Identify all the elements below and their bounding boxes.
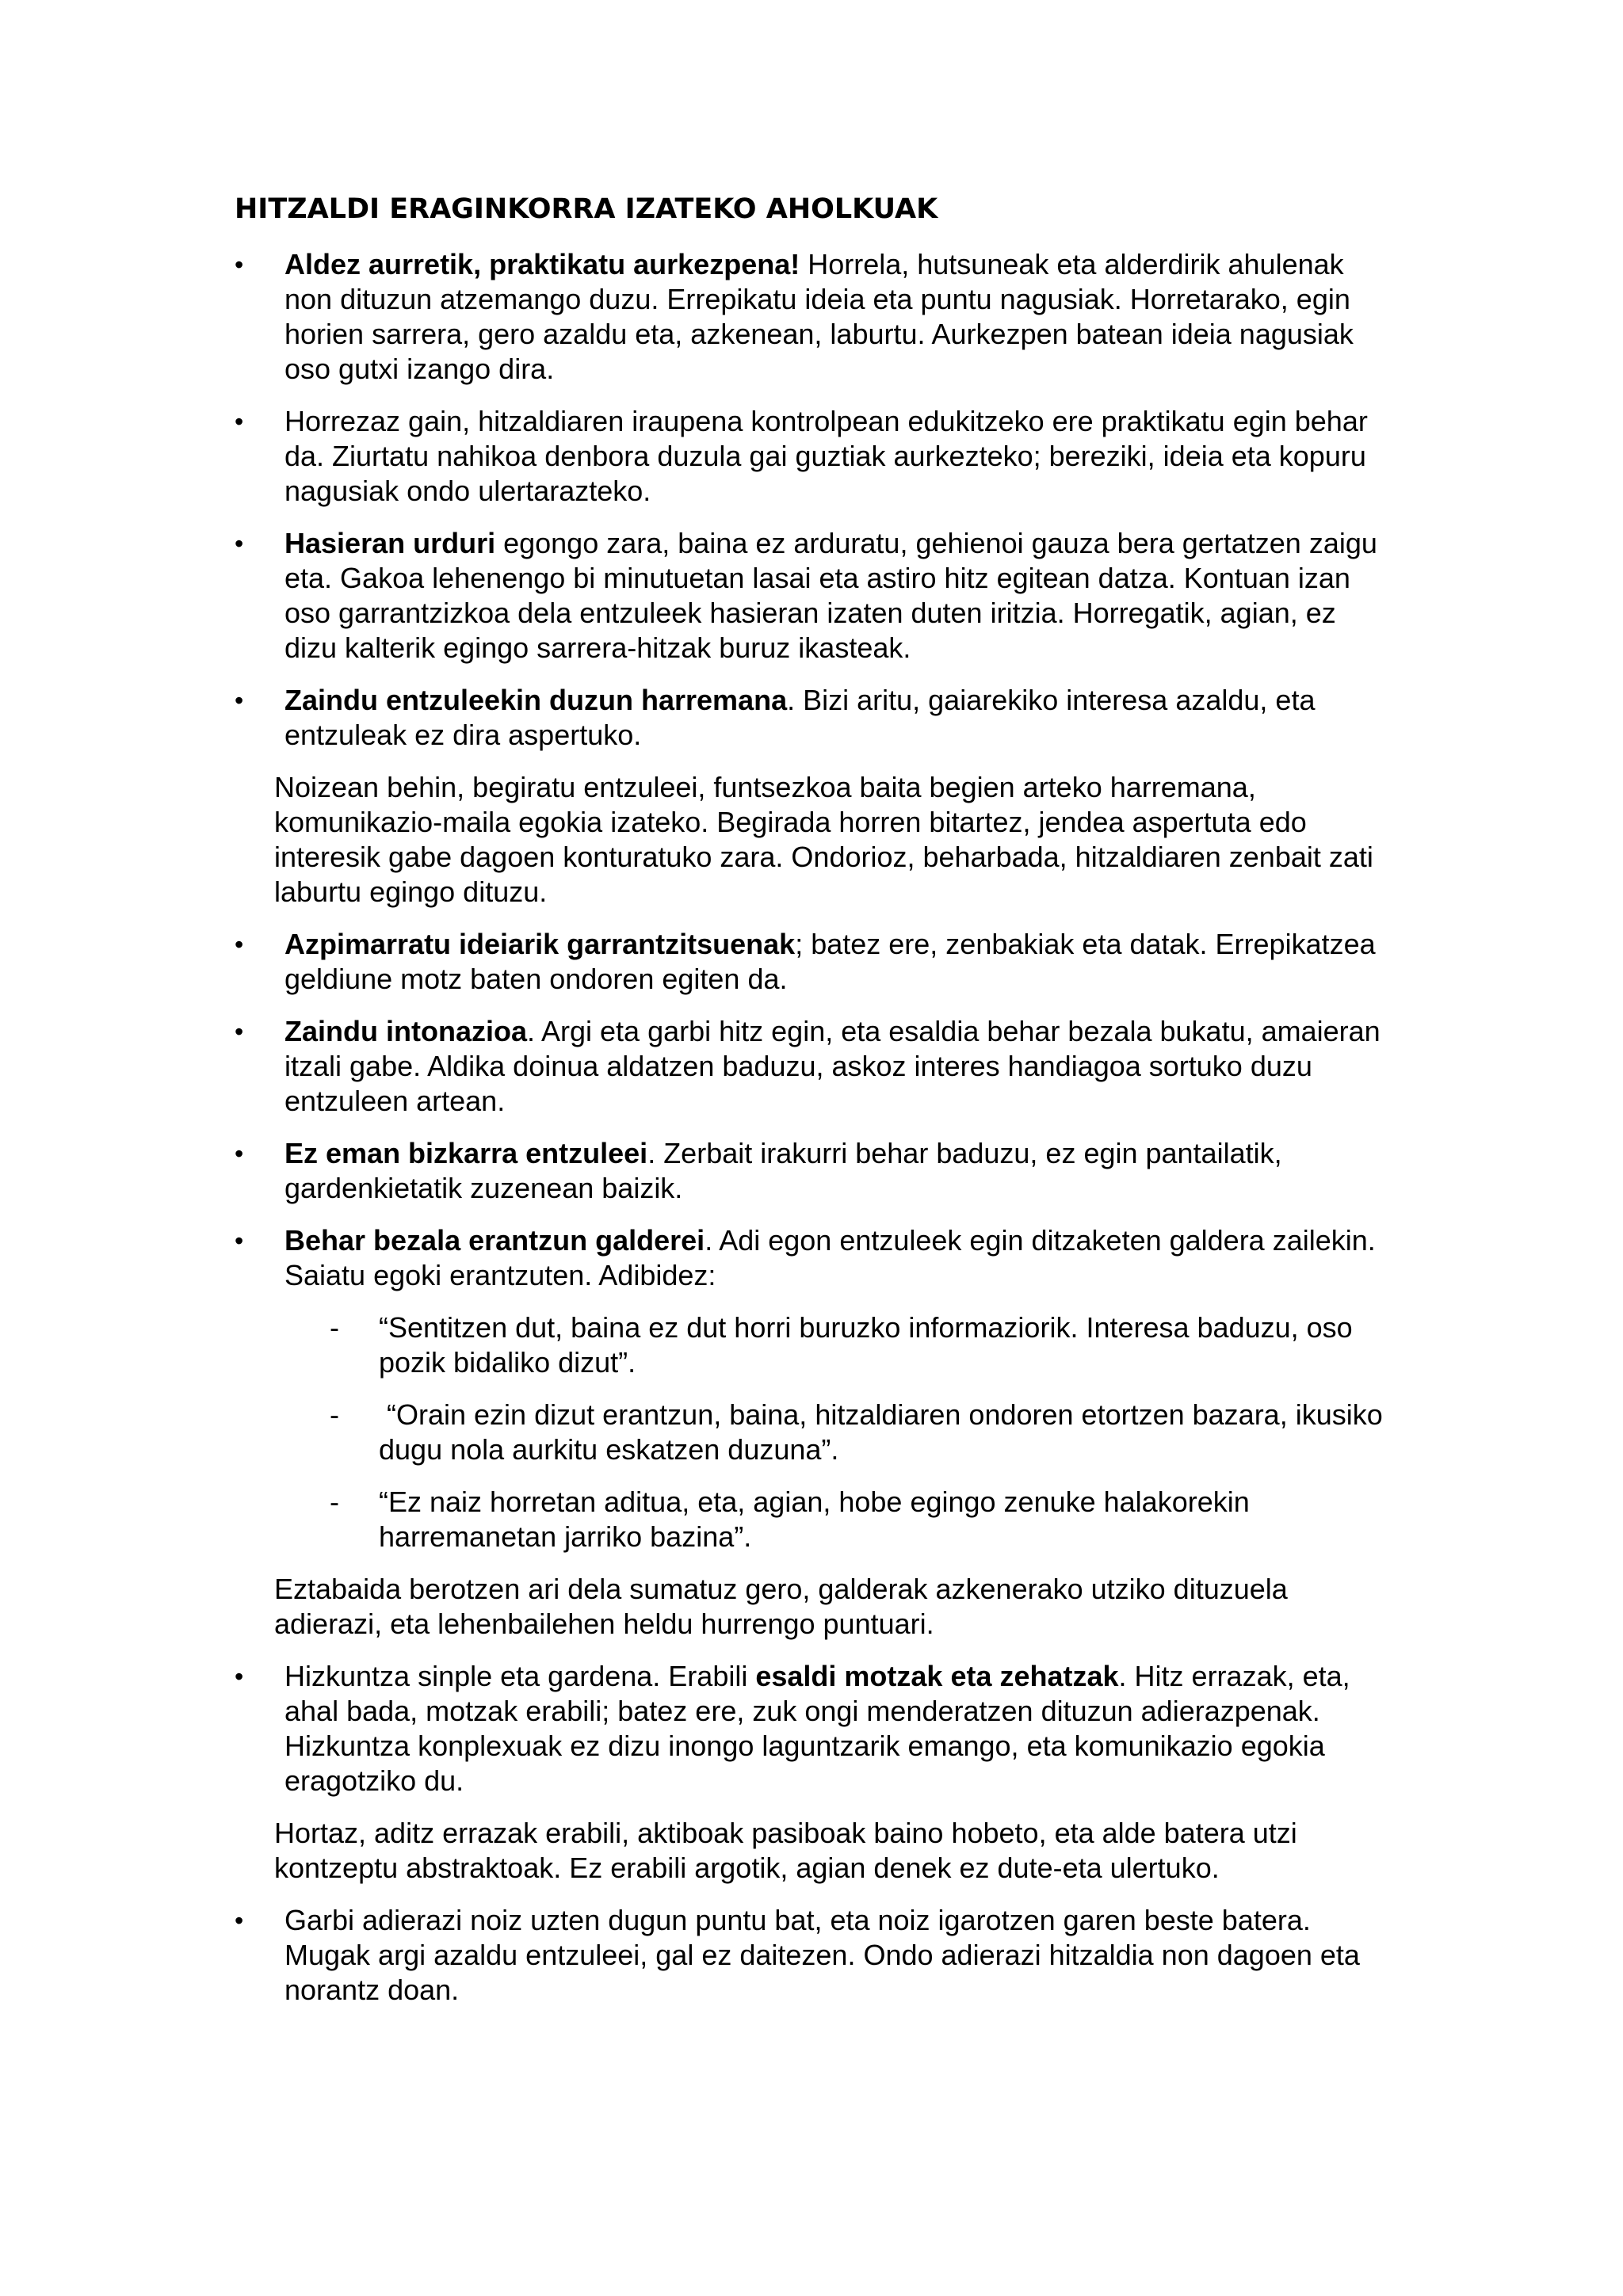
bullet-text: . Zerbait irakurri behar baduzu, ez egin pantailatik, gardenkietatik zuzenean baizik. xyxy=(285,1137,1282,1204)
bullet-emphasis: Ez eman bizkarra entzuleei xyxy=(285,1137,648,1169)
bullet-emphasis: Azpimarratu ideiarik garrantzitsuenak xyxy=(285,928,796,960)
bullet-icon: • xyxy=(235,250,244,279)
bullet-icon: • xyxy=(235,1226,244,1255)
bullet-emphasis: Aldez aurretik, praktikatu aurkezpena! xyxy=(285,248,800,280)
bullet-text: egongo zara, baina ez arduratu, gehienoi gauza bera gertatzen zaigu eta. Gakoa lehenengo bi minutuetan lasai eta astiro hitz egitean datza. Kontuan izan oso garrantzizkoa dela entzuleek hasieran izaten duten iritzia. Horregatik, agian, ez dizu kalterik egingo sarrera-hitzak buruz ikasteak. xyxy=(285,527,1377,664)
bullet-text: Garbi adierazi noiz uzten dugun puntu bat, eta noiz igarotzen garen beste batera. Mugak argi azaldu entzuleei, gal ez daitezen. Ondo adierazi hitzaldia non dagoen eta norantz doan. xyxy=(285,1904,1360,2006)
document-title: HITZALDI ERAGINKORRA IZATEKO AHOLKUAK xyxy=(235,193,938,225)
bullet-icon: • xyxy=(235,529,244,558)
quote-text: “Sentitzen dut, baina ez dut horri buruzko informaziorik. Interesa baduzu, oso pozik bidaliko dizut”. xyxy=(379,1311,1353,1379)
body-paragraph: Noizean behin, begiratu entzuleei, funtsezkoa baita begien arteko harremana, komunikazio-maila egokia izateko. Begirada horren bitartez, jendea aspertuta edo interesik gabe dagoen konturatuko zara. Ondorioz, beharbada, hitzaldiaren zenbait zati laburtu egingo dituzu. xyxy=(274,771,1373,908)
bullet-item xyxy=(235,1223,1392,1293)
bullet-icon: • xyxy=(235,686,244,715)
bullet-icon: • xyxy=(235,1017,244,1046)
body-paragraph: Eztabaida berotzen ari dela sumatuz gero, galderak azkenerako utziko dituzuela adierazi, eta lehenbailehen heldu hurrengo puntuari. xyxy=(274,1573,1288,1640)
bullet-item xyxy=(235,683,1392,753)
bullet-text: . Argi eta garbi hitz egin, eta esaldia behar bezala bukatu, amaieran itzali gabe. Aldika doinua aldatzen baduzu, askoz interes handiagoa sortuko duzu entzuleen artean. xyxy=(285,1015,1381,1117)
bullet-item xyxy=(235,927,1392,997)
bullet-item xyxy=(235,526,1392,666)
bullet-item xyxy=(235,404,1392,509)
bullet-item xyxy=(235,1903,1392,2008)
bullet-icon: • xyxy=(235,1906,244,1935)
bullet-emphasis: Hasieran urduri xyxy=(285,527,496,559)
quote-item xyxy=(235,1398,1392,1467)
bullet-emphasis: Zaindu entzuleekin duzun harremana xyxy=(285,684,788,716)
bullet-text: . Adi egon entzuleek egin ditzaketen galdera zailekin. Saiatu egoki erantzuten. Adibidez: xyxy=(285,1224,1376,1291)
bullet-icon: • xyxy=(235,407,244,436)
bullet-emphasis: Behar bezala erantzun galderei xyxy=(285,1224,705,1257)
bullet-emphasis: esaldi motzak eta zehatzak xyxy=(755,1660,1119,1692)
dash-icon: - xyxy=(330,1311,339,1344)
bullet-item xyxy=(235,247,1392,387)
quote-item xyxy=(235,1485,1392,1554)
bullet-icon: • xyxy=(235,1662,244,1691)
dash-icon: - xyxy=(330,1398,339,1431)
quote-text: “Orain ezin dizut erantzun, baina, hitzaldiaren ondoren etortzen bazara, ikusiko dugu nola aurkitu eskatzen duzuna”. xyxy=(379,1398,1391,1466)
document-body xyxy=(235,247,1392,2025)
body-paragraph: Hortaz, aditz errazak erabili, aktiboak pasiboak baino hobeto, eta alde batera utzi kontzeptu abstraktoak. Ez erabili argotik, agian denek ez dute-eta ulertuko. xyxy=(274,1817,1297,1884)
bullet-item xyxy=(235,1014,1392,1119)
bullet-text-pre: Hizkuntza sinple eta gardena. Erabili xyxy=(285,1660,756,1692)
quote-item xyxy=(235,1310,1392,1380)
bullet-text: ; batez ere, zenbakiak eta datak. Errepikatzea geldiune motz baten ondoren egiten da. xyxy=(285,928,1376,995)
bullet-text: Horrela, hutsuneak eta alderdirik ahulenak non dituzun atzemango duzu. Errepikatu ideia eta puntu nagusiak. Horretarako, egin horien sarrera, gero azaldu eta, azkenean, laburtu. Aurkezpen batean ideia nagusiak oso gutxi izango dira. xyxy=(285,248,1354,385)
bullet-icon: • xyxy=(235,930,244,959)
bullet-icon: • xyxy=(235,1139,244,1168)
bullet-text: Horrezaz gain, hitzaldiaren iraupena kontrolpean edukitzeko ere praktikatu egin behar da. Ziurtatu nahikoa denbora duzula gai guztiak aurkezteko; bereziki, ideia eta kopuru nagusiak ondo ulertarazteko. xyxy=(285,405,1368,507)
bullet-text: . Bizi aritu, gaiarekiko interesa azaldu, eta entzuleak ez dira aspertuko. xyxy=(285,684,1316,751)
dash-icon: - xyxy=(330,1486,339,1518)
quote-text: “Ez naiz horretan aditua, eta, agian, hobe egingo zenuke halakorekin harremanetan jarriko bazina”. xyxy=(379,1486,1250,1553)
bullet-item xyxy=(235,1659,1392,1798)
bullet-emphasis: Zaindu intonazioa xyxy=(285,1015,527,1047)
bullet-item xyxy=(235,1136,1392,1206)
bullet-text: . Hitz errazak, eta, ahal bada, motzak erabili; batez ere, zuk ongi menderatzen dituzun adierazpenak. Hizkuntza konplexuak ez dizu inongo laguntzarik emango, eta komunikazio egokia eragotziko du. xyxy=(285,1660,1350,1797)
